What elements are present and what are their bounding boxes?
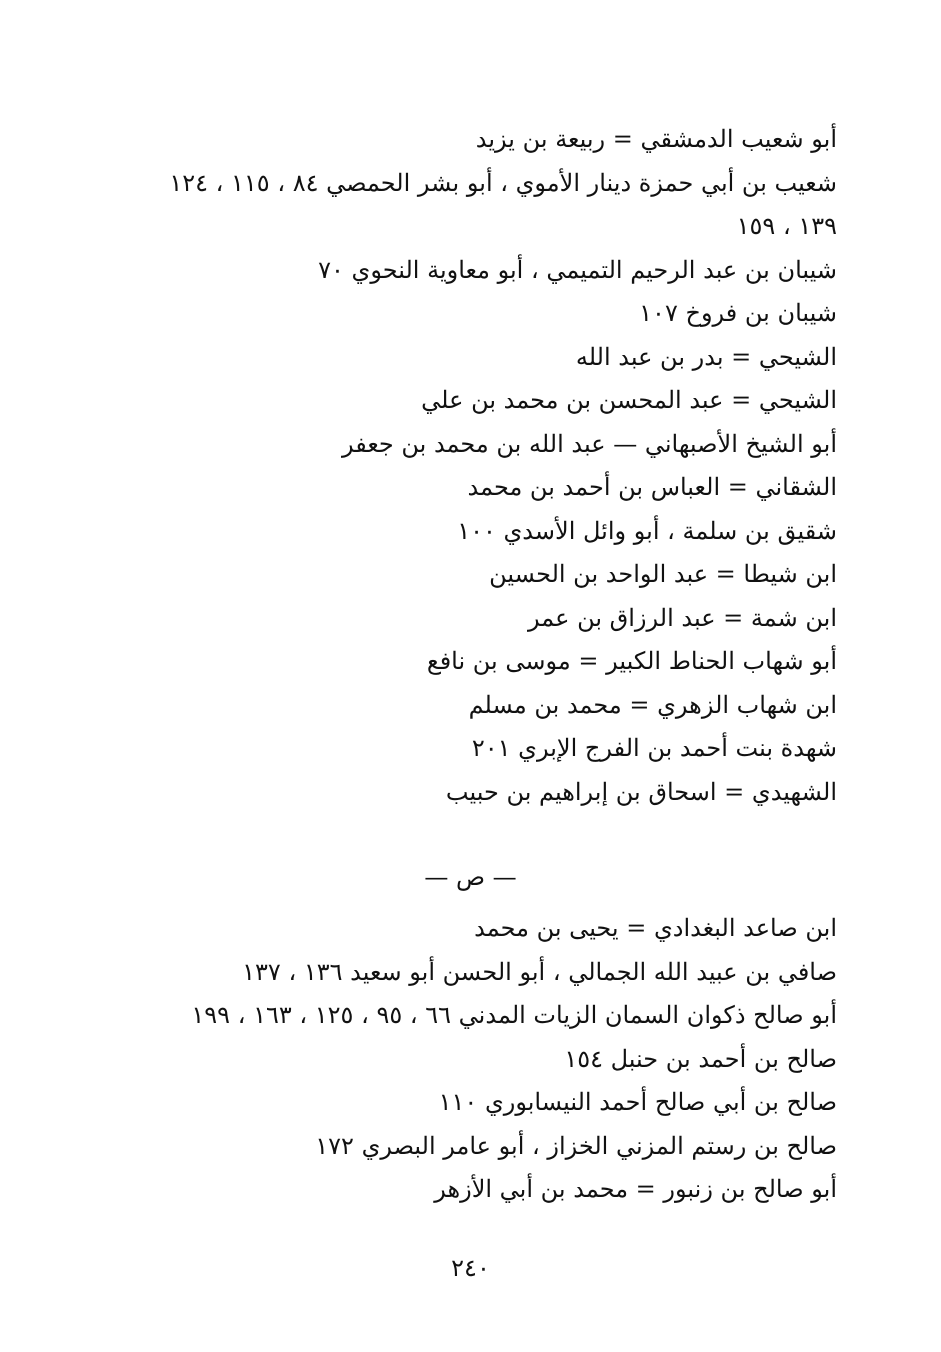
index-entry: صالح بن أبي صالح أحمد النيسابوري ١١٠ xyxy=(438,1088,837,1116)
index-entry: ابن شمة = عبد الرزاق بن عمر xyxy=(528,603,837,632)
index-entry: الشيحي = بدر بن عبد الله xyxy=(575,342,837,371)
index-entry-continuation: ١٣٩ ، ١٥٩ xyxy=(736,212,837,240)
index-entry: الشهيدي = اسحاق بن إبراهيم بن حبيب xyxy=(445,777,837,806)
index-entry: شيبان بن عبد الرحيم التميمي ، أبو معاوية النحوي ٧٠ xyxy=(318,255,837,284)
index-entry: شقيق بن سلمة ، أبو وائل الأسدي ١٠٠ xyxy=(457,516,837,545)
index-entry: أبو شهاب الحناط الكبير = موسى بن نافع xyxy=(426,647,837,675)
index-entry: صالح بن رستم المزني الخزاز ، أبو عامر البصري ١٧٢ xyxy=(315,1131,837,1160)
index-entry: شعيب بن أبي حمزة دينار الأموي ، أبو بشر الحمصي ٨٤ ، ١١٥ ، ١٢٤ xyxy=(169,168,837,197)
index-entry: أبو الشيخ الأصبهاني — عبد الله بن محمد بن جعفر xyxy=(341,429,837,458)
index-entry: ابن شهاب الزهري = محمد بن مسلم xyxy=(468,690,837,719)
index-entry: ابن شيطا = عبد الواحد بن الحسين xyxy=(489,560,837,588)
index-entry: الشقاني = العباس بن أحمد بن محمد xyxy=(467,473,837,501)
index-section-sad xyxy=(77,907,837,1212)
index-entry: ابن صاعد البغدادي = يحيى بن محمد xyxy=(474,914,837,942)
index-entry: أبو صالح ذكوان السمان الزيات المدني ٦٦ ، ٩٥ ، ١٢٥ ، ١٦٣ ، ١٩٩ xyxy=(191,1001,837,1029)
index-entry: أبو شعيب الدمشقي = ربيعة بن يزيد xyxy=(475,125,837,153)
index-entry: الشيحي = عبد المحسن بن محمد بن علي xyxy=(421,386,837,414)
index-section-shin xyxy=(77,118,837,814)
index-entry: شيبان بن فروخ ١٠٧ xyxy=(639,299,837,327)
page-number: ٢٤٠ xyxy=(451,1254,490,1282)
index-entry: صالح بن أحمد بن حنبل ١٥٤ xyxy=(564,1044,837,1073)
section-heading-sad: — ص — xyxy=(424,863,517,891)
index-entry: صافي بن عبيد الله الجمالي ، أبو الحسن أبو سعيد ١٣٦ ، ١٣٧ xyxy=(242,957,837,986)
index-entry: أبو صالح بن زنبور = محمد بن أبي الأزهر xyxy=(434,1175,837,1203)
index-entry: شهدة بنت أحمد بن الفرج الإبري ٢٠١ xyxy=(471,734,837,762)
